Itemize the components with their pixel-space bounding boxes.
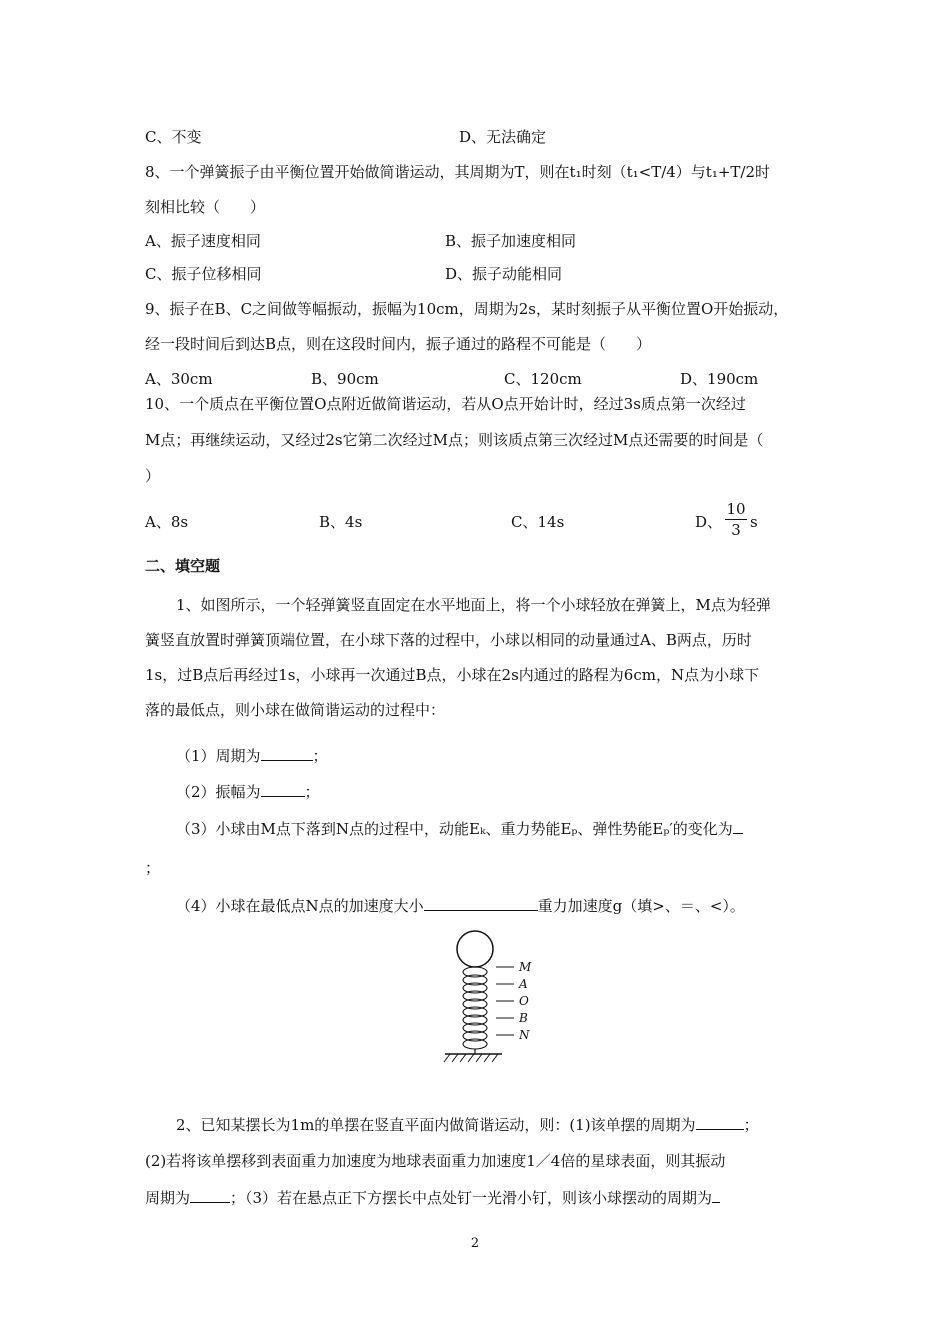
q8-option-b: B、振子加速度相同 [445, 232, 577, 250]
fill1-sub3 [176, 819, 743, 839]
label-A: A [519, 977, 528, 991]
q10-option-c: C、14s [511, 513, 565, 531]
spring-ball-figure [430, 925, 550, 1075]
fill2-line1 [176, 1115, 759, 1135]
sub3-text: （3）小球由M点下落到N点的过程中，动能Eₖ、重力势能Eₚ、弹性势能Eₚ′的变化为 [176, 820, 733, 838]
answer-blank[interactable] [733, 819, 743, 834]
answer-blank[interactable] [424, 896, 538, 911]
q8-stem-line2: 刻相比较（ ） [145, 198, 266, 216]
fraction-bar [725, 519, 747, 520]
q8-option-d: D、振子动能相同 [445, 265, 563, 283]
spring-coils [463, 967, 487, 1049]
q10-stem-line2: M点；再继续运动，又经过2s它第二次经过M点；则该质点第三次经过M点还需要的时间是（ [145, 431, 764, 449]
q9-stem-line2: 经一段时间后到达B点，则在这段时间内，振子通过的路程不可能是（ ） [145, 335, 652, 353]
ball [457, 931, 493, 967]
label-B: B [519, 1011, 528, 1025]
section-title: 二、填空题 [145, 557, 221, 575]
q10-option-b: B、4s [319, 513, 363, 531]
answer-blank[interactable] [190, 1188, 230, 1203]
label-N: N [519, 1028, 530, 1042]
q10-option-a: A、8s [145, 513, 189, 531]
q9-option-c: C、120cm [504, 370, 582, 388]
q7-option-d: D、无法确定 [459, 128, 547, 146]
fill2-line3 [145, 1188, 720, 1208]
fraction-denominator: 3 [731, 521, 741, 539]
page-number: 2 [470, 1236, 480, 1251]
q8-option-a: A、振子速度相同 [145, 232, 261, 250]
sub1-text: （1）周期为 [176, 747, 261, 765]
semicolon: ； [743, 1116, 759, 1134]
label-M: M [519, 960, 532, 974]
q9-option-a: A、30cm [145, 370, 213, 388]
q10-stem-line1: 10、一个质点在平衡位置O点附近做简谐运动，若从O点开始计时，经过3s质点第一次经过 [145, 395, 746, 413]
fill1-line4: 落的最低点，则小球在做简谐运动的过程中： [145, 701, 446, 719]
answer-blank[interactable] [712, 1188, 720, 1203]
q10-option-d-unit: s [750, 513, 758, 531]
ground-hatch [444, 1054, 498, 1062]
fill1-line2: 簧竖直放置时弹簧顶端位置，在小球下落的过程中，小球以相同的动量通过A、B两点，历时 [145, 631, 752, 649]
label-O: O [519, 994, 529, 1008]
q9-option-b: B、90cm [311, 370, 379, 388]
sub4-text-a: （4）小球在最低点N点的加速度大小 [176, 897, 424, 915]
semicolon: ； [312, 747, 328, 765]
sub4-text-b: 重力加速度g（填>、＝、<）。 [537, 897, 745, 915]
q9-option-d: D、190cm [680, 370, 759, 388]
position-ticks [496, 967, 514, 1035]
fill1-sub4 [176, 896, 745, 916]
fill1-sub1 [176, 746, 328, 766]
answer-blank[interactable] [696, 1115, 744, 1130]
sub2-text: （2）振幅为 [176, 783, 261, 801]
q8-stem-line1: 8、一个弹簧振子由平衡位置开始做简谐运动，其周期为T，则在t₁时刻（t₁<T/4）与t₁+T/2时 [145, 163, 771, 181]
fill2-line2: (2)若将该单摆移到表面重力加速度为地球表面重力加速度1／4倍的星球表面，则其振动 [145, 1152, 726, 1170]
q8-option-c: C、振子位移相同 [145, 265, 262, 283]
fill1-sub2 [176, 782, 320, 802]
q10-option-d-prefix: D、 [695, 513, 723, 531]
q9-stem-line1: 9、振子在B、C之间做等幅振动，振幅为10cm，周期为2s，某时刻振子从平衡位置O开始振动， [145, 300, 789, 318]
fill2-line1-text: 2、已知某摆长为1m的单摆在竖直平面内做简谐运动，则：(1)该单摆的周期为 [176, 1116, 696, 1134]
q7-option-c: C、不变 [145, 128, 202, 146]
fraction-numerator: 10 [726, 500, 746, 518]
semicolon: ； [304, 783, 320, 801]
answer-blank[interactable] [261, 782, 305, 797]
fill2-line3-text-b: ；（3）若在悬点正下方摆长中点处钉一光滑小钉，则该小球摆动的周期为 [230, 1189, 713, 1207]
q10-option-d-fraction [721, 500, 751, 539]
fill2-line3-text-a: 周期为 [145, 1189, 191, 1207]
fill1-sub3-end: ； [145, 859, 161, 877]
fill1-line3: 1s，过B点后再经过1s，小球再一次通过B点，小球在2s内通过的路程为6cm，N点为小球下 [145, 666, 760, 684]
answer-blank[interactable] [261, 746, 313, 761]
q10-stem-line3: ） [145, 467, 161, 485]
fill1-line1: 1、如图所示，一个轻弹簧竖直固定在水平地面上，将一个小球轻放在弹簧上，M点为轻弹 [176, 596, 771, 614]
